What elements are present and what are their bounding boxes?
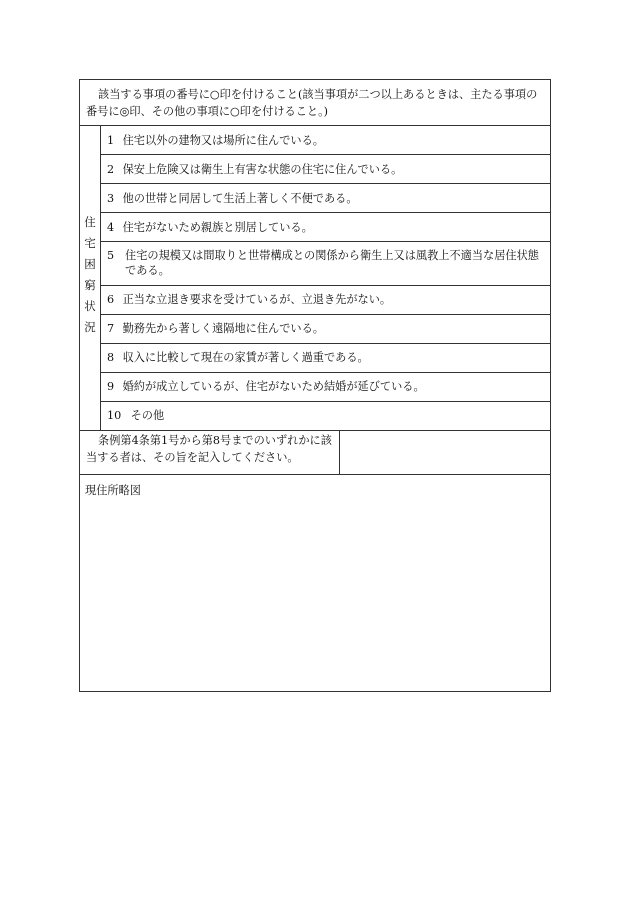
divider bbox=[100, 183, 550, 184]
divider bbox=[100, 314, 550, 315]
divider bbox=[100, 154, 550, 155]
list-item[interactable]: 7 勤務先から著しく遠隔地に住んでいる。 bbox=[107, 322, 324, 335]
article4-answer-field[interactable] bbox=[340, 431, 550, 473]
divider bbox=[100, 372, 550, 373]
list-item[interactable]: 5 住宅の規模又は間取りと世帯構成との関係から衛生上又は風教上不適当な居住状態である。 bbox=[107, 249, 539, 277]
divider bbox=[100, 343, 550, 344]
list-item[interactable]: 10 その他 bbox=[107, 409, 165, 422]
list-item[interactable]: 2 保安上危険又は衛生上有害な状態の住宅に住んでいる。 bbox=[107, 163, 403, 176]
divider bbox=[100, 212, 550, 213]
map-label: 現住所略図 bbox=[85, 484, 141, 497]
housing-form bbox=[79, 79, 551, 692]
divider bbox=[100, 401, 550, 402]
list-item[interactable]: 1 住宅以外の建物又は場所に住んでいる。 bbox=[107, 134, 324, 147]
instructions-text: 該当する事項の番号に○印を付けること(該当事項が二つ以上あるときは、主たる事項の番号に◎印、その他の事項に○印を付けること。) bbox=[86, 88, 538, 118]
housing-status-label: 住 宅 困 窮 状 況 bbox=[84, 215, 96, 334]
list-item[interactable]: 6 正当な立退き要求を受けているが、立退き先がない。 bbox=[107, 293, 392, 306]
list-item[interactable]: 3 他の世帯と同居して生活上著しく不便である。 bbox=[107, 192, 358, 205]
list-item[interactable]: 4 住宅がないため親族と別居している。 bbox=[107, 221, 313, 234]
divider bbox=[80, 474, 550, 475]
divider bbox=[100, 285, 550, 286]
divider bbox=[100, 125, 101, 430]
map-drawing-area[interactable] bbox=[80, 500, 550, 691]
article4-note: 条例第4条第1号から第8号までのいずれかに該当する者は、その旨を記入してください。 bbox=[86, 434, 332, 464]
list-item[interactable]: 9 婚約が成立しているが、住宅がないため結婚が延びている。 bbox=[107, 380, 425, 393]
list-item[interactable]: 8 収入に比較して現在の家賃が著しく過重である。 bbox=[107, 351, 369, 364]
divider bbox=[80, 125, 550, 126]
divider bbox=[100, 241, 550, 242]
